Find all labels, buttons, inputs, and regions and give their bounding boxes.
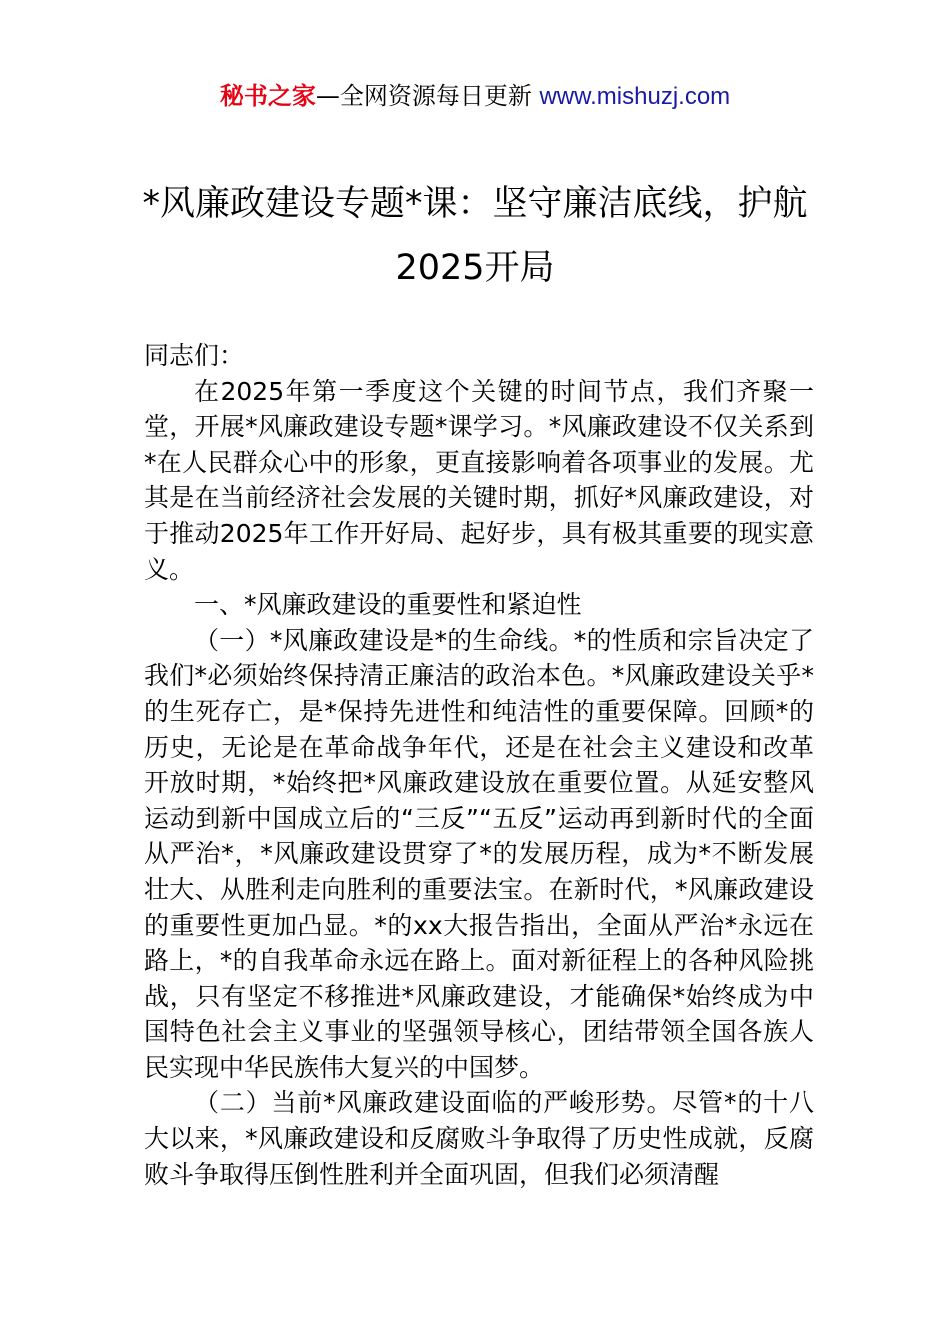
body-paragraph: 在2025年第一季度这个关键的时间节点，我们齐聚一堂，开展*风廉政建设专题*课学习。*风廉政建设不仅关系到*在人民群众心中的形象，更直接影响着各项事业的发展。尤其是在当前经济社会发展的关键时期，抓好*风廉政建设，对于推动2025年工作开好局、起好步，具有极其重要的现实意义。 (144, 376, 814, 584)
salutation: 同志们： (144, 341, 245, 370)
site-tagline: —全网资源每日更新 (315, 82, 540, 110)
site-header (0, 80, 950, 113)
site-brand: 秘书之家 (219, 82, 316, 110)
section-heading: 一、*风廉政建设的重要性和紧迫性 (194, 590, 582, 620)
body-paragraph: （二）当前*风廉政建设面临的严峻形势。尽管*的十八大以来，*风廉政建设和反腐败斗争取得了历史性成就，反腐败斗争取得压倒性胜利并全面巩固，但我们必须清醒 (144, 1088, 814, 1189)
document-title: *风廉政建设专题*课：坚守廉洁底线，护航2025开局 (142, 184, 808, 288)
document-body (144, 338, 814, 1192)
site-url-link[interactable]: www.mishuzj.com (539, 83, 731, 110)
body-paragraph: （一）*风廉政建设是*的生命线。*的性质和宗旨决定了我们*必须始终保持清正廉洁的政治本色。*风廉政建设关乎*的生死存亡，是*保持先进性和纯洁性的重要保障。回顾*的历史，无论是在革命战争年代，还是在社会主义建设和改革开放时期，*始终把*风廉政建设放在重要位置。从延安整风运动到新中国成立后的“三反”“五反”运动再到新时代的全面从严治*，*风廉政建设贯穿了*的发展历程，成为*不断发展壮大、从胜利走向胜利的重要法宝。在新时代，*风廉政建设的重要性更加凸显。*的xx大报告指出，全面从严治*永远在路上，*的自我革命永远在路上。面对新征程上的各种风险挑战，只有坚定不移推进*风廉政建设，才能确保*始终成为中国特色社会主义事业的坚强领导核心，团结带领全国各族人民实现中华民族伟大复兴的中国梦。 (144, 625, 814, 1082)
